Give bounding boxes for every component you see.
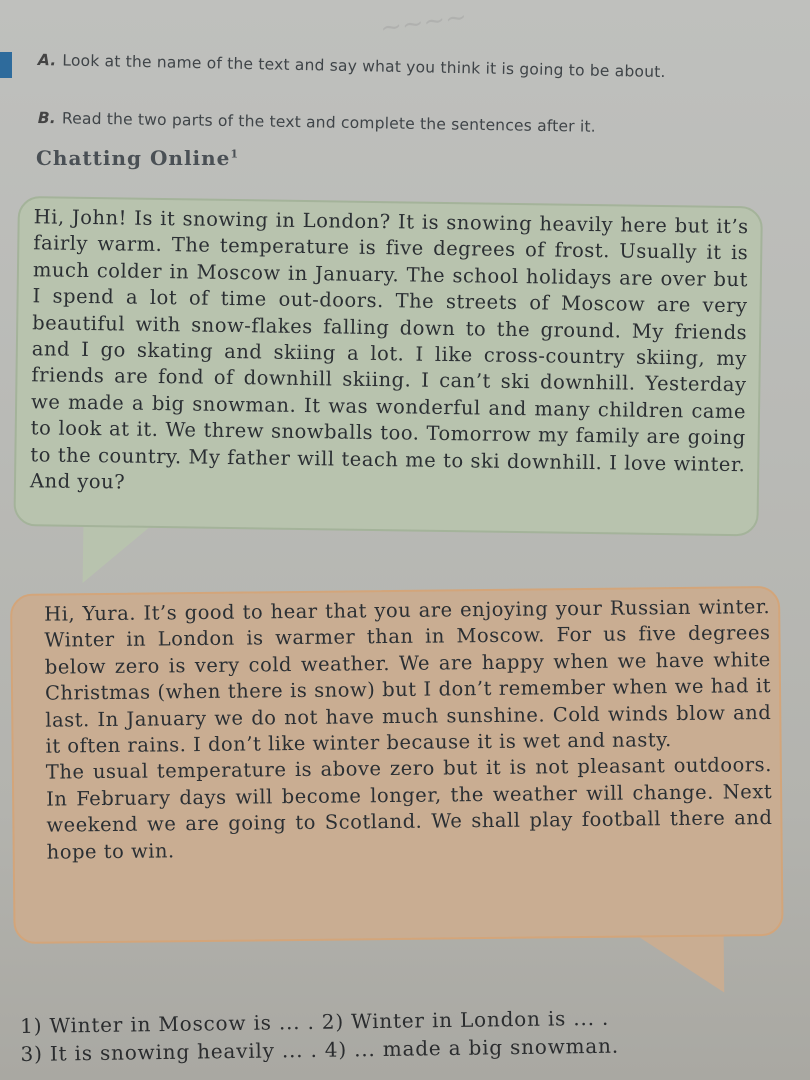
task-b-text: Read the two parts of the text and complete the sentences after it.	[61, 109, 596, 136]
message-to-john: Hi, John! Is it snowing in London? It is snowing heavily here but it’s fairly warm. The temperature is five degrees of frost. Usually it is much colder in Moscow in January. The school holidays are over but I spend a lot of time out-doors. The streets of Moscow are very beautiful with snow-flakes falling down to the ground. My friends and I go skating and skiing a lot. I like cross-country skiing, my friends are fond of downhill skiing. I can’t ski downhill. Yesterday we made a big snowman. It was wonderful and many children came to look at it. We threw snowballs too. Tomorrow my family are going to the country. My father will teach me to ski downhill. I love winter. And you?	[29, 205, 749, 494]
bubble-tail	[634, 933, 725, 994]
page-edge-marker	[0, 52, 12, 78]
sentence-completion-list	[20, 1001, 791, 1068]
bubble-tail	[83, 523, 154, 584]
task-b-label: B.	[37, 108, 57, 128]
task-a-text: Look at the name of the text and say what you think it is going to be about.	[62, 51, 666, 82]
task-a-label: A.	[37, 50, 57, 70]
show-through-text: ~~~~	[378, 2, 469, 44]
speech-bubble-yura	[10, 586, 784, 944]
sentence-line-1: 1) Winter in Moscow is ... . 2) Winter in London is ... .	[20, 1005, 610, 1038]
text-title	[36, 146, 239, 170]
message-to-yura	[44, 594, 773, 866]
task-b	[38, 108, 758, 140]
message-paragraph-1: Hi, Yura. It’s good to hear that you are enjoying your Russian winter. Winter in London is warmer than in Moscow. For us five degrees below zero is very cold weather. We are happy when we have white Christmas (when there is snow) but I don’t remember when we had it last. In January we do not have much sunshine. Cold winds blow and it often rains. I don’t like winter because it is wet and nasty.	[44, 595, 772, 758]
text-title-label: Chatting Online	[36, 146, 231, 170]
task-a	[38, 50, 758, 85]
speech-bubble-john	[13, 196, 763, 536]
sentence-line-2: 3) It is snowing heavily ... . 4) ... made a big snowman.	[20, 1033, 620, 1066]
message-paragraph-2: The usual temperature is above zero but it is not pleasant outdoors. In February days will become longer, the weather will change. Next weekend we are going to Scotland. We shall play football there and hope to win.	[45, 753, 773, 864]
text-title-footnote: 1	[230, 147, 240, 161]
